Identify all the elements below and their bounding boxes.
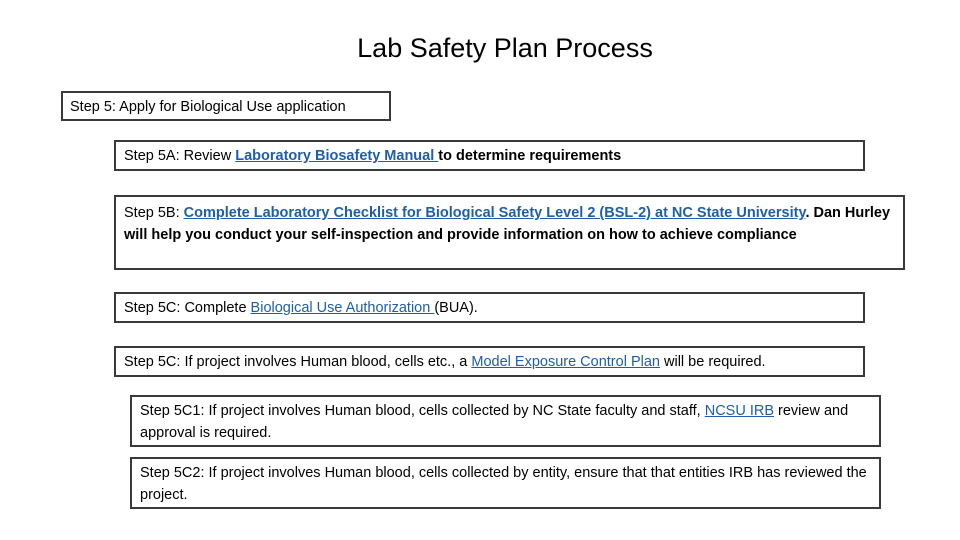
ncsu-irb-link[interactable]: NCSU IRB — [704, 403, 775, 419]
bsl2-checklist-link[interactable]: Complete Laboratory Checklist for Biological Safety Level 2 (BSL-2) at NC State University — [183, 205, 806, 221]
step-5c-prefix: Step 5C: Complete — [124, 300, 251, 316]
step-5a-suffix: to determine requirements — [438, 148, 622, 164]
step-5b-suffix: . Dan Hurley will help you conduct your self-inspection and provide information on how to achieve compliance — [124, 205, 891, 243]
step-5c2-text: Step 5C2: If project involves Human blood, cells collected by entity, ensure that that entities IRB has reviewed the project. — [140, 465, 867, 503]
step-5-box — [61, 91, 391, 121]
step-5c1-suffix: review and approval is required. — [140, 403, 849, 441]
step-5c-suffix: (BUA). — [434, 300, 478, 316]
laboratory-biosafety-manual-link[interactable]: Laboratory Biosafety Manual — [235, 148, 439, 164]
page-title: Lab Safety Plan Process — [357, 33, 653, 63]
step-5-label: Step 5: Apply for Biological Use application — [70, 99, 346, 115]
step-5c-exposure-box — [114, 346, 865, 377]
biological-use-authorization-link[interactable]: Biological Use Authorization — [250, 300, 435, 316]
step-5a-box — [114, 140, 865, 171]
step-5c-exposure-prefix: Step 5C: If project involves Human blood, cells etc., a — [124, 354, 472, 370]
step-5a-prefix: Step 5A: Review — [124, 148, 236, 164]
step-5c2-box — [130, 457, 881, 509]
step-5c1-box — [130, 395, 881, 447]
step-5b-box — [114, 195, 905, 270]
step-5c-exposure-suffix: will be required. — [659, 354, 766, 370]
step-5c1-prefix: Step 5C1: If project involves Human blood, cells collected by NC State faculty and staff, — [140, 403, 705, 419]
step-5b-prefix: Step 5B: — [124, 205, 184, 221]
step-5c-box — [114, 292, 865, 323]
model-exposure-control-plan-link[interactable]: Model Exposure Control Plan — [471, 354, 660, 370]
